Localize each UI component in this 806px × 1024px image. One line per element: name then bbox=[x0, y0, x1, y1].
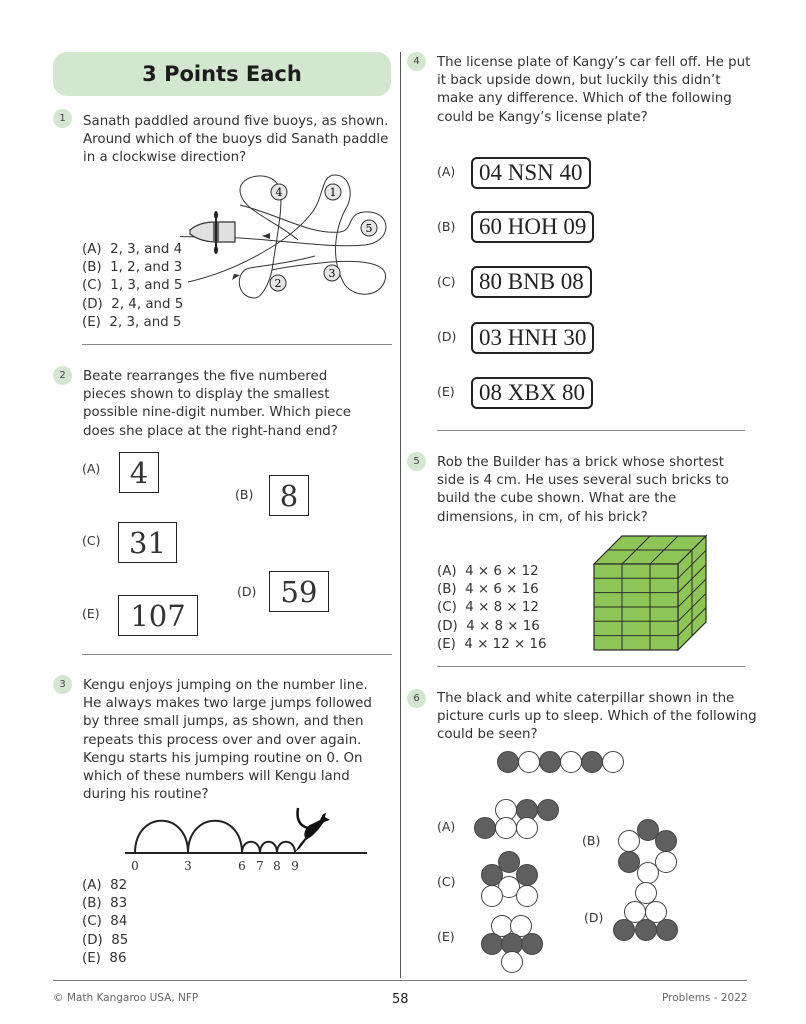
separator bbox=[82, 654, 392, 655]
separator bbox=[437, 666, 745, 667]
option-a-segment bbox=[496, 818, 517, 839]
question-3-text: Kengu enjoys jumping on the number line. He always makes two large jumps followed by three small jumps, as shown, and then repeats this process over and over again. Kengu starts his jumping routine on 0. On which of these numbers will Kengu land during his routine? bbox=[83, 678, 372, 803]
large-jump bbox=[135, 821, 188, 853]
tick-7: 7 bbox=[256, 859, 264, 873]
option-c[interactable]: (C) 4 × 8 × 12 bbox=[437, 600, 539, 616]
large-jump bbox=[188, 821, 242, 853]
svg-text:2: 2 bbox=[274, 277, 282, 290]
license-plate-d[interactable]: 03 HNH 30 bbox=[471, 322, 594, 354]
buoy-3 bbox=[324, 265, 340, 281]
option-b-label[interactable]: (B) bbox=[582, 833, 601, 848]
footer-copyright: © Math Kangaroo USA, NFP bbox=[53, 992, 199, 1004]
separator bbox=[437, 430, 745, 431]
option-a-segment bbox=[538, 800, 559, 821]
option-d[interactable]: (D) 85 bbox=[82, 932, 129, 948]
option-d[interactable]: (D) 4 × 8 × 16 bbox=[437, 618, 540, 634]
option-c[interactable]: (C) 1, 3, and 5 bbox=[82, 278, 183, 294]
option-b[interactable]: (B) 1, 2, and 3 bbox=[82, 260, 183, 276]
piece-e[interactable]: 107 bbox=[118, 595, 198, 636]
option-a-segment bbox=[517, 818, 538, 839]
option-a-label[interactable]: (A) bbox=[437, 819, 456, 834]
buoy-4 bbox=[271, 184, 287, 200]
tick-6: 6 bbox=[238, 859, 246, 873]
caterpillar-segment-black bbox=[582, 752, 603, 773]
piece-a[interactable]: 4 bbox=[119, 452, 159, 493]
option-a[interactable]: (A) 82 bbox=[82, 878, 128, 893]
option-d-segment bbox=[657, 920, 678, 941]
question-1-text: Sanath paddled around five buoys, as shown. Around which of the buoys did Sanath paddle in a clockwise direction? bbox=[83, 114, 389, 166]
question-number-badge: 1 bbox=[53, 109, 72, 128]
section-banner bbox=[53, 52, 391, 96]
option-d-label[interactable]: (D) bbox=[237, 584, 257, 599]
tick-3: 3 bbox=[184, 859, 192, 873]
option-a-segment bbox=[475, 818, 496, 839]
question-5-options bbox=[437, 563, 547, 654]
buoy-2 bbox=[270, 275, 286, 291]
option-e[interactable]: (E) 86 bbox=[82, 950, 127, 966]
curled-caterpillar-options bbox=[466, 795, 686, 975]
option-c-segment bbox=[482, 886, 503, 907]
question-6-text: The black and white caterpillar shown in the picture curls up to sleep. Which of the following could be seen? bbox=[437, 691, 757, 743]
small-jump bbox=[277, 842, 295, 853]
option-b-segment bbox=[619, 831, 640, 852]
piece-c[interactable]: 31 bbox=[118, 522, 177, 563]
option-b-label[interactable]: (B) bbox=[437, 219, 456, 234]
license-plate-a[interactable]: 04 NSN 40 bbox=[471, 157, 591, 189]
caterpillar-segment-white bbox=[561, 752, 582, 773]
option-b[interactable]: (B) 4 × 6 × 16 bbox=[437, 582, 539, 598]
question-number-badge: 2 bbox=[53, 366, 72, 385]
question-4-text: The license plate of Kangy’s car fell off. He put it back upside down, but luckily this didn’t make any difference. Which of the following could be Kangy’s license plate? bbox=[437, 55, 751, 125]
caterpillar-segment-black bbox=[498, 752, 519, 773]
svg-text:5: 5 bbox=[365, 222, 373, 235]
option-a[interactable]: (A) 2, 3, and 4 bbox=[82, 242, 183, 257]
option-a[interactable]: (A) 4 × 6 × 12 bbox=[437, 564, 539, 579]
option-b-segment bbox=[638, 863, 659, 884]
option-c-label[interactable]: (C) bbox=[437, 874, 456, 889]
arrow-head bbox=[232, 274, 240, 280]
option-b-segment bbox=[656, 831, 677, 852]
option-b-label[interactable]: (B) bbox=[235, 487, 254, 502]
question-number-badge: 4 bbox=[407, 52, 426, 71]
option-d-label[interactable]: (D) bbox=[584, 910, 604, 925]
svg-text:1: 1 bbox=[329, 186, 337, 199]
license-plate-b[interactable]: 60 HOH 09 bbox=[471, 211, 594, 243]
tick-9: 9 bbox=[291, 859, 299, 873]
svg-text:4: 4 bbox=[275, 186, 283, 199]
option-b-segment bbox=[656, 852, 677, 873]
question-3-options bbox=[82, 877, 128, 968]
license-plate-c[interactable]: 80 BNB 08 bbox=[471, 266, 592, 298]
column-divider bbox=[400, 52, 401, 978]
option-b-segment bbox=[638, 820, 659, 841]
option-c-label[interactable]: (C) bbox=[82, 533, 101, 548]
footer-rule bbox=[53, 980, 747, 981]
option-d[interactable]: (D) 2, 4, and 5 bbox=[82, 296, 184, 312]
option-b-segment bbox=[619, 852, 640, 873]
piece-d[interactable]: 59 bbox=[269, 571, 329, 612]
buoy-1 bbox=[325, 184, 341, 200]
option-e[interactable]: (E) 4 × 12 × 16 bbox=[437, 636, 547, 652]
option-a-label[interactable]: (A) bbox=[82, 461, 101, 476]
question-number-badge: 3 bbox=[53, 675, 72, 694]
brick-cube-figure bbox=[592, 534, 710, 654]
option-c-segment bbox=[499, 852, 520, 873]
page-number: 58 bbox=[392, 992, 409, 1007]
kangaroo-icon bbox=[295, 808, 330, 852]
option-d-segment bbox=[625, 902, 646, 923]
option-c-label[interactable]: (C) bbox=[437, 274, 456, 289]
small-jump bbox=[242, 842, 260, 853]
option-e-segment bbox=[482, 934, 503, 955]
option-d-label[interactable]: (D) bbox=[437, 329, 457, 344]
license-plate-e[interactable]: 08 XBX 80 bbox=[471, 377, 593, 409]
small-jump bbox=[260, 842, 277, 853]
arrow-head bbox=[262, 233, 270, 239]
option-b[interactable]: (B) 83 bbox=[82, 896, 128, 912]
option-d-segment bbox=[636, 883, 657, 904]
option-e-label[interactable]: (E) bbox=[82, 606, 100, 621]
number-line-figure bbox=[120, 800, 380, 875]
question-2-text: Beate rearranges the five numbered pieces shown to display the smallest possible nine-digit number. Which piece does she place at the right-hand end? bbox=[83, 369, 351, 439]
option-e[interactable]: (E) 2, 3, and 5 bbox=[82, 314, 182, 330]
svg-text:3: 3 bbox=[328, 267, 336, 280]
question-number-badge: 6 bbox=[407, 689, 426, 708]
question-5-text: Rob the Builder has a brick whose shortest side is 4 cm. He uses several such bricks to build the cube shown. What are the dimensions, in cm, of his brick? bbox=[437, 455, 729, 525]
option-e-label[interactable]: (E) bbox=[437, 384, 455, 399]
buoy-path-figure bbox=[180, 170, 400, 305]
option-a-label[interactable]: (A) bbox=[437, 164, 456, 179]
caterpillar-figure bbox=[496, 750, 628, 774]
question-number-badge: 5 bbox=[407, 452, 426, 471]
option-c-segment bbox=[517, 865, 538, 886]
option-d-segment bbox=[636, 920, 657, 941]
option-d-segment bbox=[614, 920, 635, 941]
tick-0: 0 bbox=[131, 859, 139, 873]
caterpillar-segment-white bbox=[519, 752, 540, 773]
option-c-segment bbox=[517, 886, 538, 907]
section-title: 3 Points Each bbox=[142, 62, 302, 86]
option-c[interactable]: (C) 84 bbox=[82, 914, 128, 930]
boat-icon bbox=[190, 211, 235, 254]
question-1-options bbox=[82, 241, 183, 332]
path-loop-4 bbox=[240, 176, 298, 270]
caterpillar-segment-white bbox=[603, 752, 624, 773]
buoy-5 bbox=[361, 220, 377, 236]
footer-problems-year: Problems - 2022 bbox=[662, 992, 748, 1004]
tick-8: 8 bbox=[273, 859, 281, 873]
separator bbox=[82, 344, 392, 345]
option-e-label[interactable]: (E) bbox=[437, 929, 455, 944]
option-e-segment bbox=[522, 934, 543, 955]
option-e-segment bbox=[502, 952, 523, 973]
piece-b[interactable]: 8 bbox=[269, 475, 309, 516]
caterpillar-segment-black bbox=[540, 752, 561, 773]
